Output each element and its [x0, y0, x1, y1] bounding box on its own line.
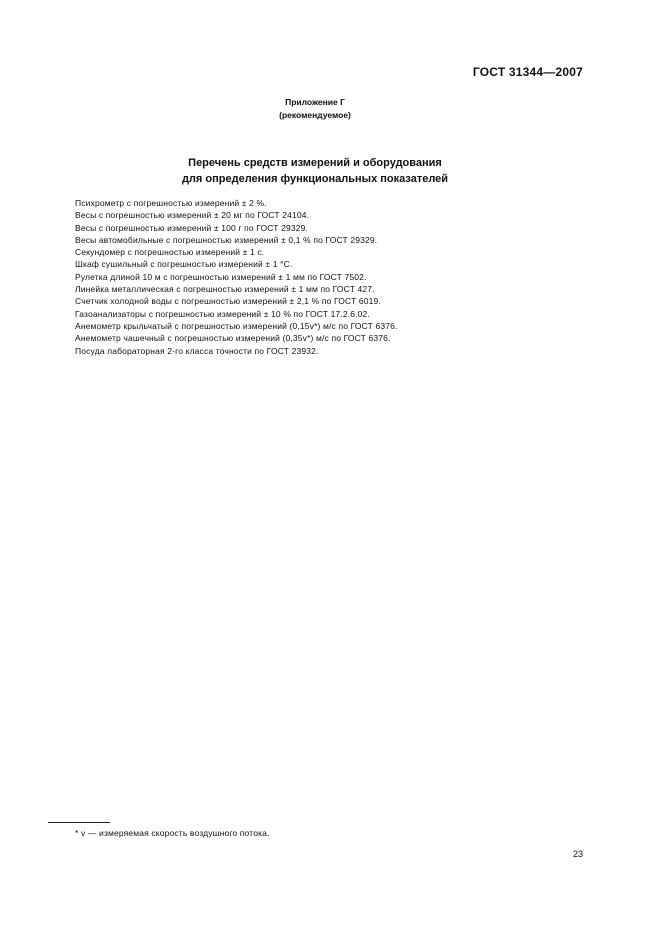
- list-item: Счетчик холодной воды с погрешностью измерений ± 2,1 % по ГОСТ 6019.: [75, 296, 381, 307]
- appendix-label: Приложение Г: [285, 97, 345, 107]
- appendix-heading: [0, 96, 630, 122]
- list-item: Весы с погрешностью измерений ± 20 мг по ГОСТ 24104.: [75, 210, 310, 221]
- page-number: 23: [572, 849, 583, 859]
- list-item: Анемометр чашечный с погрешностью измерений (0,35v*) м/с по ГОСТ 6376.: [75, 333, 391, 344]
- footnote-separator: [48, 822, 110, 823]
- list-item: Линейка металлическая с погрешностью измерений ± 1 мм по ГОСТ 427.: [75, 284, 375, 295]
- list-item: Шкаф сушильный с погрешностью измерений ± 1 °С.: [75, 259, 293, 270]
- standard-designation: ГОСТ 31344—2007: [472, 65, 583, 79]
- list-item: Весы с погрешностью измерений ± 100 г по ГОСТ 29329.: [75, 222, 309, 233]
- equipment-list: [75, 197, 585, 357]
- list-item: Посуда лабораторная 2-го класса точности по ГОСТ 23932.: [75, 345, 319, 356]
- list-item: Анемометр крыльчатый с погрешностью измерений (0,15v*) м/с по ГОСТ 6376.: [75, 320, 398, 331]
- list-item: Весы автомобильные с погрешностью измерений ± 0,1 % по ГОСТ 29329.: [75, 234, 378, 245]
- list-item: Секундомер с погрешностью измерений ± 1 с.: [75, 247, 265, 258]
- document-title: [0, 155, 630, 187]
- title-line-1: Перечень средств измерений и оборудования: [188, 157, 442, 169]
- list-item: Газоанализаторы с погрешностью измерений ± 10 % по ГОСТ 17.2.6.02.: [75, 308, 370, 319]
- title-line-2: для определения функциональных показателей: [181, 173, 449, 185]
- list-item: Рулетка длиной 10 м с погрешностью измерений ± 1 мм по ГОСТ 7502.: [75, 271, 367, 282]
- list-item: Психрометр с погрешностью измерений ± 2 %.: [75, 198, 267, 208]
- footnote: * v — измеряемая скорость воздушного потока.: [75, 828, 270, 838]
- appendix-status: (рекомендуемое): [279, 110, 351, 120]
